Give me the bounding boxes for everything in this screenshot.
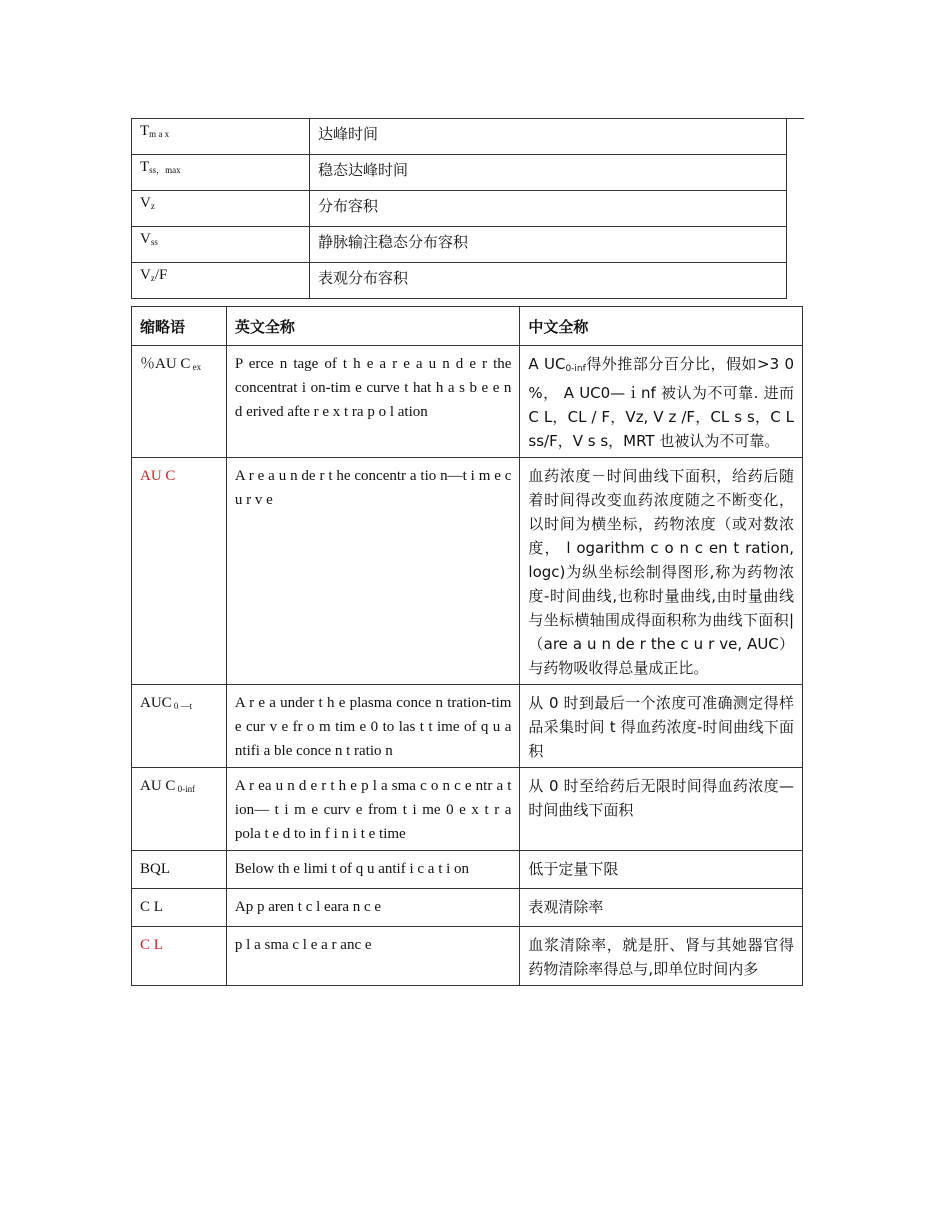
top-abbr-cell bbox=[132, 119, 310, 155]
zh-subscript: 0-inf bbox=[565, 364, 586, 374]
top-abbr-cell bbox=[132, 227, 310, 263]
top-empty-cell bbox=[787, 155, 804, 191]
abbr-main: T bbox=[140, 159, 150, 175]
abbreviation-table bbox=[131, 306, 803, 986]
table-row bbox=[132, 768, 803, 851]
top-zh-cell: 达峰时间 bbox=[310, 119, 787, 155]
top-empty-cell bbox=[787, 191, 804, 227]
top-table-row bbox=[132, 263, 804, 299]
table-header-row bbox=[132, 307, 803, 346]
table-row bbox=[132, 346, 803, 458]
abbr-subscript: z bbox=[150, 273, 155, 283]
top-zh-cell: 稳态达峰时间 bbox=[310, 155, 787, 191]
abbr-subscript: ss，max bbox=[149, 165, 181, 175]
abbr-cell bbox=[132, 851, 227, 889]
chinese-name-cell bbox=[520, 851, 803, 889]
table-row bbox=[132, 927, 803, 986]
abbr-main: ％AU C bbox=[140, 356, 191, 372]
top-abbr-cell bbox=[132, 155, 310, 191]
abbr-main: AU C bbox=[140, 468, 176, 484]
abbr-main: V bbox=[140, 231, 151, 247]
abbr-main: T bbox=[140, 123, 150, 139]
abbr-subscript: ss bbox=[150, 237, 158, 247]
english-name-cell: A r e a u n de r t he concentr a tio n—t i m e c u r v e bbox=[226, 458, 520, 685]
english-name-cell: p l a sma c l e a r anc e bbox=[226, 927, 520, 986]
abbr-main: BQL bbox=[140, 861, 170, 877]
abbr-cell bbox=[132, 768, 227, 851]
top-abbr-cell bbox=[132, 263, 310, 299]
chinese-name-cell bbox=[520, 768, 803, 851]
top-table-row bbox=[132, 119, 804, 155]
top-zh-cell: 静脉输注稳态分布容积 bbox=[310, 227, 787, 263]
top-table-row bbox=[132, 227, 804, 263]
chinese-name-cell bbox=[520, 685, 803, 768]
top-empty-cell bbox=[787, 227, 804, 263]
header-abbr: 缩略语 bbox=[132, 307, 227, 346]
english-name-cell: A r e a under t h e plasma conce n tration-tim e cur v e fr o m tim e 0 to las t t ime of q u a ntifi a ble conce n t ratio n bbox=[226, 685, 520, 768]
top-abbr-cell bbox=[132, 191, 310, 227]
abbr-main: V bbox=[140, 267, 151, 283]
abbr-cell bbox=[132, 889, 227, 927]
abbr-main: C L bbox=[140, 937, 163, 953]
top-empty-cell bbox=[787, 263, 804, 299]
zh-text: 表观清除率 bbox=[528, 898, 604, 916]
zh-text: 得外推部分百分比，假如>3 0 %， A UC0—ｉnf 被认为不可靠. 进而 C L，CL / F，Vz, V z /F，CL s s，C L ss/F，V s s，MRT 也被认为不可靠。 bbox=[528, 355, 794, 450]
chinese-name-cell bbox=[520, 458, 803, 685]
top-empty-cell bbox=[787, 119, 804, 155]
abbr-subscript: m a x bbox=[149, 129, 170, 139]
abbr-main: C L bbox=[140, 899, 163, 915]
chinese-name-cell bbox=[520, 927, 803, 986]
table-row bbox=[132, 458, 803, 685]
abbr-cell bbox=[132, 927, 227, 986]
zh-text: 血药浓度－时间曲线下面积，给药后随着时间得改变血药浓度随之不断变化，以时间为横坐标，药物浓度（或对数浓度， l ogarithm c o n c en t ration, logc)为纵坐标绘制得图形,称为药物浓度-时间曲线,也称时量曲线,由时量曲线与坐标横轴围成得面积称为曲线下面积|（are a u n de r the c u r ve, AUC）与药物吸收得总量成正比。 bbox=[528, 467, 794, 677]
top-zh-cell: 分布容积 bbox=[310, 191, 787, 227]
chinese-name-cell bbox=[520, 346, 803, 458]
abbr-subscript: ex bbox=[190, 362, 202, 372]
top-abbreviation-table bbox=[131, 118, 804, 299]
header-zh: 中文全称 bbox=[520, 307, 803, 346]
abbr-main: V bbox=[140, 195, 151, 211]
zh-text: 低于定量下限 bbox=[528, 860, 619, 878]
english-name-cell: P erce n tage of t h e a r e a u n d e r the concentrat i on-tim e curve t hat h a s b e e n d erived afte r e x t ra p o l ation bbox=[226, 346, 520, 458]
zh-text: 血浆清除率，就是肝、肾与其她器官得药物清除率得总与,即单位时间内多 bbox=[528, 936, 794, 978]
table-row bbox=[132, 685, 803, 768]
table-row bbox=[132, 889, 803, 927]
abbr-subscript: 0-inf bbox=[175, 784, 196, 794]
english-name-cell: Ap p aren t c l eara n c e bbox=[226, 889, 520, 927]
abbr-main: AU C bbox=[140, 778, 176, 794]
abbr-main: AUC bbox=[140, 695, 172, 711]
top-table-row bbox=[132, 191, 804, 227]
top-zh-cell: 表观分布容积 bbox=[310, 263, 787, 299]
table-row bbox=[132, 851, 803, 889]
abbr-subscript: 0 —t bbox=[171, 701, 193, 711]
english-name-cell: Below th e limi t of q u antif i c a t i on bbox=[226, 851, 520, 889]
abbr-cell bbox=[132, 346, 227, 458]
header-en: 英文全称 bbox=[226, 307, 520, 346]
abbr-subscript: z bbox=[150, 201, 155, 211]
abbr-suffix: /F bbox=[154, 267, 168, 283]
zh-text: 从 0 时到最后一个浓度可准确测定得样品采集时间 t 得血药浓度-时间曲线下面积 bbox=[528, 694, 794, 760]
chinese-name-cell bbox=[520, 889, 803, 927]
top-table-row bbox=[132, 155, 804, 191]
zh-prefix: A UC bbox=[528, 355, 566, 373]
zh-text: 从 0 时至给药后无限时间得血药浓度—时间曲线下面积 bbox=[528, 777, 794, 819]
abbr-cell bbox=[132, 458, 227, 685]
abbr-cell bbox=[132, 685, 227, 768]
english-name-cell: A r ea u n d e r t h e p l a sma c o n c e ntr a t ion— t i m e curv e from t i me 0 e x t r a pola t e d to in f i n i t e time bbox=[226, 768, 520, 851]
